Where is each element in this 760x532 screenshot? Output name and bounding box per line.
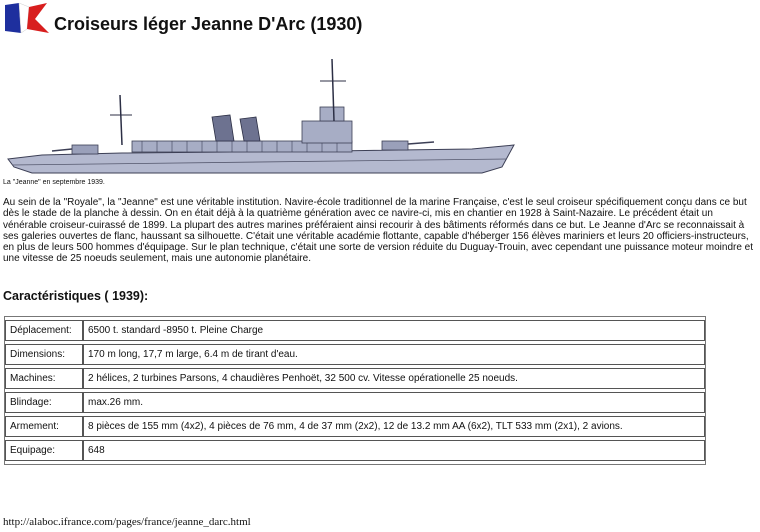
illustration-caption: La "Jeanne" en septembre 1939.: [3, 179, 105, 186]
spec-row-armor: [5, 392, 705, 413]
ship-illustration: [2, 55, 524, 180]
spec-label: Dimensions:: [5, 344, 83, 365]
spec-row-armament: [5, 416, 705, 437]
spec-value: 648: [83, 440, 705, 461]
spec-label: Armement:: [5, 416, 83, 437]
spec-row-dimensions: [5, 344, 705, 365]
spec-row-displacement: [5, 320, 705, 341]
spec-label: Equipage:: [5, 440, 83, 461]
spec-label: Blindage:: [5, 392, 83, 413]
specs-heading: Caractéristiques ( 1939):: [3, 289, 149, 303]
spec-label: Machines:: [5, 368, 83, 389]
intro-paragraph: Au sein de la "Royale", la "Jeanne" est une véritable institution. Navire-école traditionnel de la marine Française, c'est le seul croiseur spécifiquement conçu dans ce but dès le stade de la planche à dessin. On en était déjà à la quatrième génération avec ce navire-ci, mis en chantier en 1928 à Saint-Nazaire. Le précédent était un vénérable croiseur-cuirassé de 1899. La plupart des autres marines préféraient ainsi recourir à des bâtiments réformés dans ce but. Le Jeanne d'Arc se reconnaissait à ses galeries ouvertes de flanc, haussant sa silhouette. C'était une véritable académie flottante, capable d'héberger 156 élèves mariniers et leurs 20 officiers-instructeurs, en plus de leurs 500 hommes d'équipage. Sur le plan technique, c'était une sorte de version réduite du Duguay-Trouin, avec cependant une puissance moteur moindre et une vitesse de 25 noeuds seulement, mais une autonomie planétaire.: [3, 197, 754, 265]
source-url: http://alaboc.ifrance.com/pages/france/jeanne_darc.html: [3, 516, 251, 528]
spec-value: 2 hélices, 2 turbines Parsons, 4 chaudières Penhoët, 32 500 cv. Vitesse opérationelle 25 noeuds.: [83, 368, 705, 389]
spec-value: 8 pièces de 155 mm (4x2), 4 pièces de 76 mm, 4 de 37 mm (2x2), 12 de 13.2 mm AA (6x2), TLT 533 mm (2x1), 2 avions.: [83, 416, 705, 437]
page-title: Croiseurs léger Jeanne D'Arc (1930): [54, 14, 363, 34]
spec-row-machinery: [5, 368, 705, 389]
spec-label: Déplacement:: [5, 320, 83, 341]
specs-table: [4, 316, 706, 465]
spec-value: 6500 t. standard -8950 t. Pleine Charge: [83, 320, 705, 341]
spec-row-crew: [5, 440, 705, 461]
spec-value: max.26 mm.: [83, 392, 705, 413]
french-flag-logo: [5, 3, 51, 35]
spec-value: 170 m long, 17,7 m large, 6.4 m de tirant d'eau.: [83, 344, 705, 365]
